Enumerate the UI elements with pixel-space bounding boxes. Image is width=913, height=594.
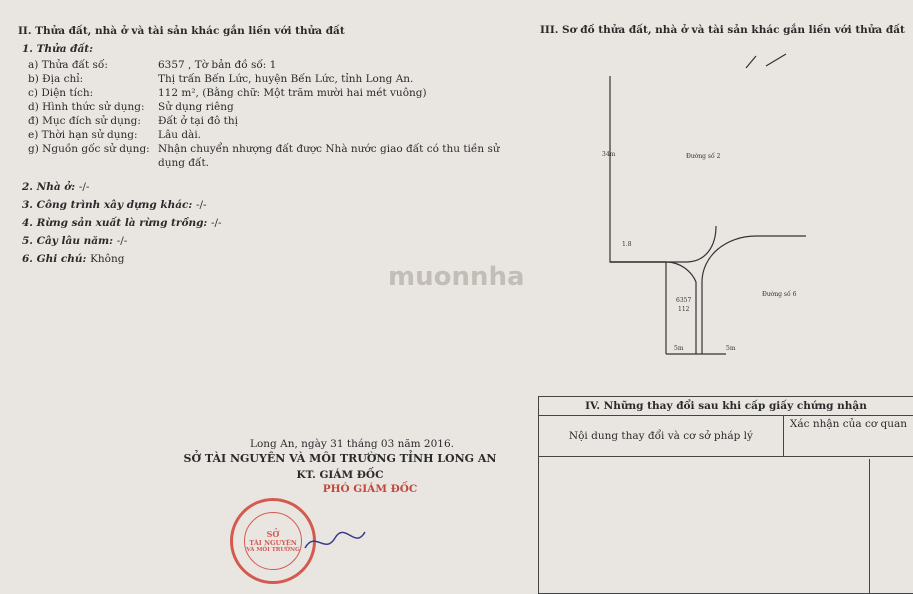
item-house: 2. Nhà ở: -/-: [22, 181, 90, 193]
changes-table: [538, 396, 913, 594]
svg-text:6357: 6357: [676, 297, 692, 304]
issuing-authority: SỞ TÀI NGUYÊN VÀ MÔI TRƯỜNG TỈNH LONG AN: [183, 452, 497, 465]
row-value: Thị trấn Bến Lức, huyện Bến Lức, tỉnh Long An.: [158, 73, 414, 85]
section-iv-title: IV. Những thay đổi sau khi cấp giấy chứng nhận: [539, 397, 913, 416]
row-label: g) Nguồn gốc sử dụng:: [28, 143, 150, 155]
column-header-changes: Nội dung thay đổi và cơ sở pháp lý: [539, 416, 784, 456]
land-row: [28, 86, 518, 100]
svg-text:1.8: 1.8: [622, 241, 632, 248]
row-value: Lâu dài.: [158, 129, 202, 141]
row-value: 6357 , Tờ bản đồ số: 1: [158, 59, 277, 71]
row-value: Đất ở tại đô thị: [158, 115, 239, 127]
section-iii-title: III. Sơ đồ thửa đất, nhà ở và tài sản khác gắn liền với thửa đất: [540, 24, 905, 36]
land-row: [28, 128, 518, 142]
svg-text:112: 112: [678, 306, 690, 313]
column-divider: [869, 459, 870, 593]
row-value: Sử dụng riêng: [158, 101, 234, 113]
svg-text:34m: 34m: [602, 151, 616, 158]
row-label: d) Hình thức sử dụng:: [28, 101, 145, 113]
land-row: [28, 72, 518, 86]
place-date: Long An, ngày 31 tháng 03 năm 2016.: [250, 438, 454, 450]
land-rows: [18, 58, 518, 170]
row-label: b) Địa chỉ:: [28, 73, 84, 85]
land-row: [28, 100, 518, 114]
row-label: c) Diện tích:: [28, 87, 94, 99]
land-row: [28, 142, 518, 170]
signature-scribble: [300, 520, 370, 560]
official-seal: SỞ TÀI NGUYÊN VÀ MÔI TRƯỜNG: [230, 498, 316, 584]
section-ii-title: II. Thửa đất, nhà ở và tài sản khác gắn liền với thửa đất: [18, 25, 345, 37]
row-label: e) Thời hạn sử dụng:: [28, 129, 138, 141]
signer-role: KT. GIÁM ĐỐC: [296, 469, 384, 481]
signer-subrole: PHÓ GIÁM ĐỐC: [322, 483, 418, 495]
signature-block: [160, 438, 520, 495]
watermark-logo: muonnha: [388, 262, 525, 292]
column-header-confirmation: Xác nhận của cơ quan: [789, 418, 907, 430]
item-planted-forest: 4. Rừng sản xuất là rừng trồng: -/-: [22, 217, 222, 229]
item-perennial-trees: 5. Cây lâu năm: -/-: [22, 235, 128, 247]
svg-text:5m: 5m: [674, 345, 684, 352]
row-value: 112 m², (Bằng chữ: Một trăm mười hai mét vuông): [158, 87, 427, 99]
land-plot-diagram: [596, 46, 896, 366]
row-value: Nhận chuyển nhượng đất được Nhà nước giao đất có thu tiền sử dụng đất.: [158, 143, 500, 169]
row-label: a) Thửa đất số:: [28, 59, 108, 71]
item-other-construction: 3. Công trình xây dựng khác: -/-: [22, 199, 207, 211]
svg-text:Đường số 6: Đường số 6: [762, 291, 797, 298]
land-row: [28, 58, 518, 72]
row-label: đ) Mục đích sử dụng:: [28, 115, 141, 127]
svg-text:Đường số 2: Đường số 2: [686, 153, 721, 160]
land-title: 1. Thửa đất:: [22, 43, 94, 55]
item-notes: 6. Ghi chú: Không: [22, 253, 125, 265]
svg-text:5m: 5m: [726, 345, 736, 352]
land-row: [28, 114, 518, 128]
section-ii: [18, 24, 518, 269]
